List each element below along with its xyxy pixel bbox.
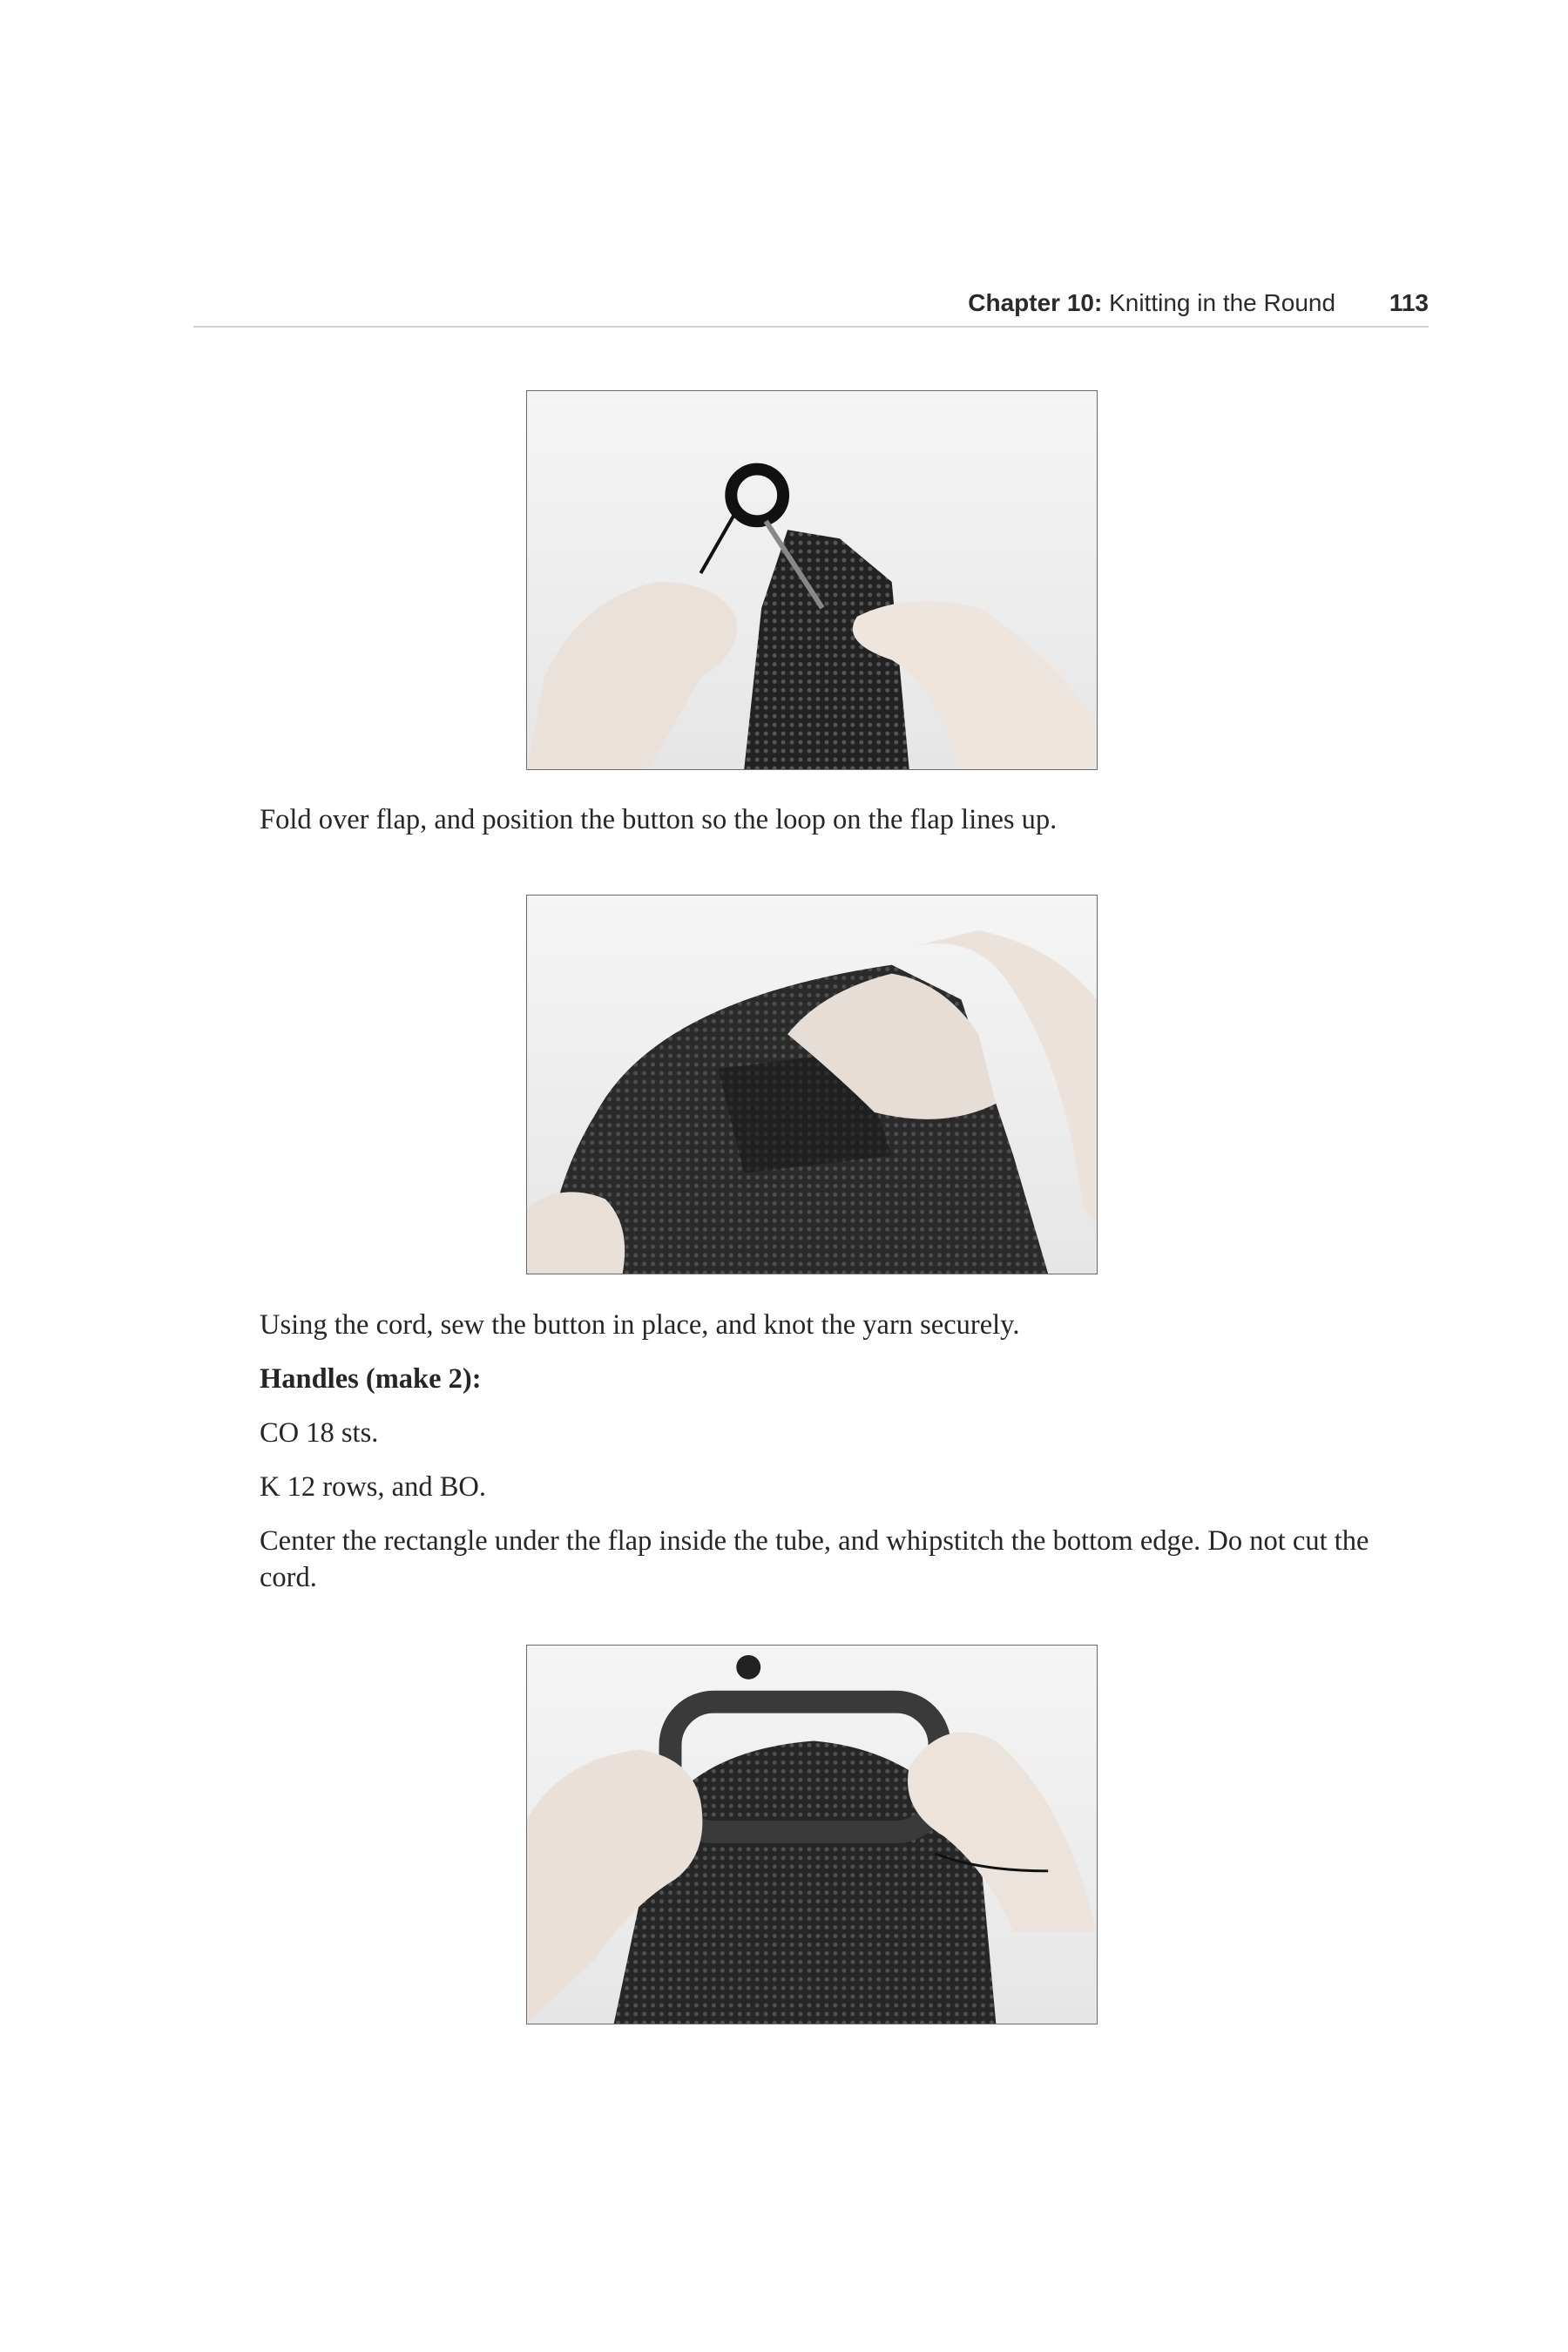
- step-knit-rows: K 12 rows, and BO.: [260, 1471, 486, 1503]
- photo-sewing-button-loop: [526, 390, 1098, 770]
- page-number: 113: [1389, 289, 1429, 316]
- photo-holding-handle: [526, 1645, 1098, 2024]
- photo-positioning-flap: [526, 895, 1098, 1274]
- running-header: [193, 280, 1429, 328]
- caption-sew-button: Using the cord, sew the button in place, and knot the yarn securely.: [260, 1309, 1020, 1341]
- step-cast-on: CO 18 sts.: [260, 1417, 379, 1449]
- handles-heading: Handles (make 2):: [260, 1363, 482, 1395]
- chapter-label: Chapter 10:: [968, 289, 1103, 316]
- header-text: [968, 289, 1429, 317]
- chapter-title: Knitting in the Round: [1109, 289, 1336, 316]
- caption-fold-flap: Fold over flap, and position the button so the loop on the flap lines up.: [260, 804, 1058, 835]
- step-center-rectangle: Center the rectangle under the flap inside the tube, and whipstitch the bottom edge. Do not cut the cord.: [260, 1525, 1369, 1593]
